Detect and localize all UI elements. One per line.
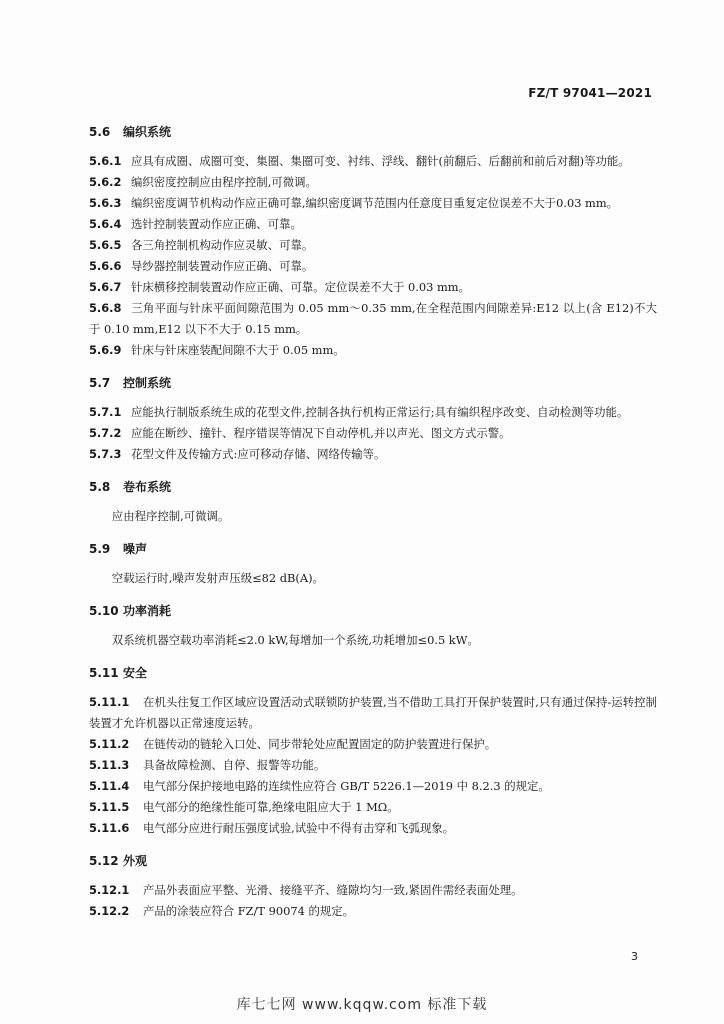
section-number: 5.6: [89, 125, 111, 139]
section-heading: [89, 477, 657, 498]
clause-number: 5.6.9: [89, 343, 122, 357]
document-body: [89, 122, 657, 922]
clause-text: 具备故障检测、自停、报警等功能。: [143, 758, 326, 772]
clause: [89, 818, 657, 839]
clause: [89, 692, 657, 734]
clause-number: 5.6.7: [89, 280, 122, 294]
clause-number: 5.7.2: [89, 426, 122, 440]
clause-number: 5.11.3: [89, 758, 130, 772]
section-heading: [89, 601, 657, 622]
clause-text: 编织密度调节机构动作应正确可靠,编织密度调节范围内任意度目重复定位误差不大于0.03 mm。: [131, 196, 619, 210]
clause: [89, 277, 657, 298]
clause-number: 5.6.6: [89, 259, 122, 273]
clause-number: 5.6.2: [89, 175, 122, 189]
clause-text: 应能执行制版系统生成的花型文件,控制各执行机构正常运行;具有编织程序改变、自动检测等功能。: [131, 405, 629, 419]
page-number: 3: [631, 950, 638, 963]
section-title: 功率消耗: [123, 604, 172, 618]
clause-text: 产品外表面应平整、光滑、接缝平齐、缝隙均匀一致,紧固件需经表面处理。: [143, 883, 523, 897]
clause-number: 5.6.5: [89, 238, 122, 252]
section-heading: [89, 122, 657, 143]
clause-text: 电气部分保护接地电路的连续性应符合 GB/T 5226.1—2019 中 8.2.3 的规定。: [143, 779, 550, 793]
clause-text: 选针控制装置动作应正确、可靠。: [131, 217, 302, 231]
section-title: 噪声: [123, 542, 148, 556]
clause-text: 应能在断纱、撞针、程序错误等情况下自动停机,并以声光、图文方式示警。: [131, 426, 511, 440]
section-number: 5.10: [89, 604, 119, 618]
clause: [89, 734, 657, 755]
clause: [89, 235, 657, 256]
section-number: 5.11: [89, 666, 119, 680]
section-number: 5.9: [89, 542, 111, 556]
section-title: 卷布系统: [123, 480, 172, 494]
section-heading: [89, 663, 657, 684]
clause: [89, 880, 657, 901]
clause-number: 5.11.1: [89, 695, 130, 709]
section-title: 外观: [123, 854, 148, 868]
clause: [89, 151, 657, 172]
clause: [89, 256, 657, 277]
clause-number: 5.7.1: [89, 405, 122, 419]
clause-number: 5.12.2: [89, 904, 130, 918]
clause-number: 5.11.2: [89, 737, 130, 751]
clause-text: 编织密度控制应由程序控制,可微调。: [131, 175, 317, 189]
clause-text: 导纱器控制装置动作应正确、可靠。: [131, 259, 314, 273]
clause: [89, 214, 657, 235]
clause: [89, 797, 657, 818]
clause-text: 三角平面与针床平面间隙范围为 0.05 mm～0.35 mm,在全程范围内间隙差异:E12 以上(含 E12)不大于 0.10 mm,E12 以下不大于 0.15 mm。: [89, 301, 657, 336]
section-heading: [89, 373, 657, 394]
section-paragraph: 双系统机器空载功率消耗≤2.0 kW,每增加一个系统,功耗增加≤0.5 kW。: [111, 633, 479, 647]
section-paragraph: 空载运行时,噪声发射声压级≤82 dB(A)。: [111, 571, 324, 585]
clause: [89, 776, 657, 797]
clause: [89, 901, 657, 922]
clause-number: 5.11.5: [89, 800, 130, 814]
section-number: 5.12: [89, 854, 119, 868]
clause-text: 产品的涂装应符合 FZ/T 90074 的规定。: [143, 904, 355, 918]
clause-number: 5.11.6: [89, 821, 130, 835]
clause-text: 针床横移控制装置动作应正确、可靠。定位误差不大于 0.03 mm。: [131, 280, 470, 294]
section-title: 编织系统: [123, 125, 172, 139]
clause-number: 5.12.1: [89, 883, 130, 897]
clause-number: 5.11.4: [89, 779, 130, 793]
section-number: 5.7: [89, 376, 111, 390]
section-heading: [89, 851, 657, 872]
clause: [89, 755, 657, 776]
clause-text: 花型文件及传输方式:应可移动存储、网络传输等。: [131, 447, 386, 461]
clause-number: 5.6.4: [89, 217, 122, 231]
clause: [89, 423, 657, 444]
section-heading: [89, 539, 657, 560]
watermark-footer: 库七七网 www.kqqw.com 标准下载: [236, 997, 488, 1013]
clause: [89, 298, 657, 340]
clause-text: 应具有成圈、成圈可变、集圈、集圈可变、衬纬、浮线、翻针(前翻后、后翻前和前后对翻)等功能。: [131, 154, 630, 168]
section-title: 控制系统: [123, 376, 172, 390]
section-paragraph: 应由程序控制,可微调。: [111, 509, 230, 523]
clause-text: 针床与针床座装配间隙不大于 0.05 mm。: [131, 343, 345, 357]
clause-text: 在机头往复工作区域应设置活动式联锁防护装置,当不借助工具打开保护装置时,只有通过保持-运转控制装置才允许机器以正常速度运转。: [89, 695, 657, 730]
clause: [89, 444, 657, 465]
section-number: 5.8: [89, 480, 111, 494]
clause-number: 5.7.3: [89, 447, 122, 461]
clause: [89, 340, 657, 361]
clause-text: 各三角控制机构动作应灵敏、可靠。: [131, 238, 314, 252]
section-title: 安全: [123, 666, 148, 680]
clause-text: 在链传动的链轮入口处、同步带轮处应配置固定的防护装置进行保护。: [143, 737, 497, 751]
clause: [89, 402, 657, 423]
clause-number: 5.6.8: [89, 301, 122, 315]
clause: [89, 193, 657, 214]
standard-code: FZ/T 97041—2021: [528, 86, 652, 100]
clause: [89, 172, 657, 193]
clause-text: 电气部分的绝缘性能可靠,绝缘电阻应大于 1 MΩ。: [143, 800, 399, 814]
clause-number: 5.6.3: [89, 196, 122, 210]
clause-text: 电气部分应进行耐压强度试验,试验中不得有击穿和飞弧现象。: [143, 821, 455, 835]
clause-number: 5.6.1: [89, 154, 122, 168]
